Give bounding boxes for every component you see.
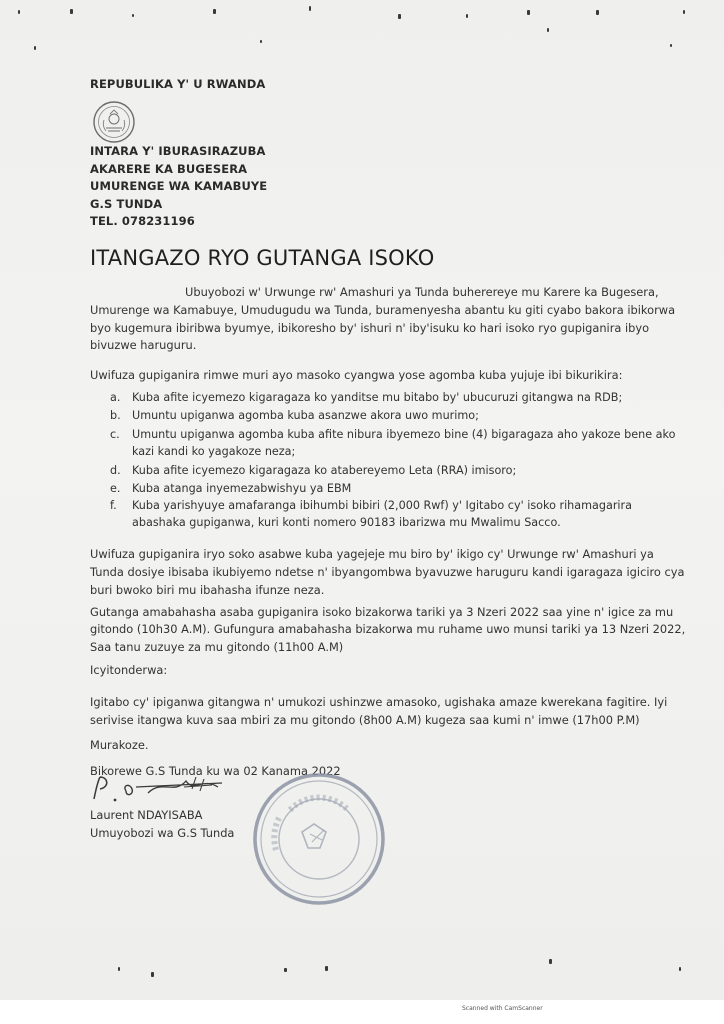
item-marker: e. bbox=[110, 482, 121, 495]
closing-text: Murakoze. bbox=[90, 738, 149, 752]
address-line: INTARA Y' IBURASIRAZUBA bbox=[90, 144, 266, 158]
intro-line: bivuzwe haruguru. bbox=[90, 338, 197, 352]
national-emblem-icon bbox=[92, 100, 136, 144]
scan-speck bbox=[527, 10, 530, 15]
item-marker: c. bbox=[110, 428, 120, 441]
item-marker: f. bbox=[110, 499, 117, 512]
intro-line: Umurenge wa Kamabuye, Umudugudu wa Tunda, buramenyesha abantu ku giti cyabo bakora ibikorwa bbox=[90, 303, 676, 317]
phone-line: TEL. 078231196 bbox=[90, 214, 195, 229]
item-marker: d. bbox=[110, 464, 121, 477]
item-marker: b. bbox=[110, 409, 121, 422]
handwritten-signature bbox=[88, 773, 228, 809]
scan-speck bbox=[679, 967, 681, 971]
item-marker: a. bbox=[110, 391, 121, 404]
item-text: Kuba afite icyemezo kigaragaza ko atabereyemo Leta (RRA) imisoro; bbox=[132, 464, 517, 477]
scan-speck bbox=[466, 14, 468, 18]
item-text: kazi kandi ko yagakoze neza; bbox=[132, 445, 296, 458]
address-line: G.S TUNDA bbox=[90, 196, 163, 211]
scan-speck bbox=[325, 966, 328, 971]
school-stamp bbox=[250, 770, 388, 908]
note-label: Icyitonderwa: bbox=[90, 663, 168, 677]
scan-speck bbox=[34, 46, 36, 50]
deadline-line: Saa tanu zuzuye za mu gitondo (11h00 A.M) bbox=[90, 640, 344, 654]
scan-speck bbox=[547, 28, 549, 32]
scan-speck bbox=[683, 10, 685, 14]
address-line: UMURENGE WA KAMABUYE bbox=[90, 179, 268, 194]
country-heading: REPUBULIKA Y' U RWANDA bbox=[90, 77, 266, 91]
address-line: AKARERE KA BUGESERA bbox=[90, 161, 248, 176]
submission-line: buri bwoko biri mu ibahasha ifunze neza. bbox=[90, 583, 325, 597]
scan-speck bbox=[284, 968, 287, 972]
scan-speck bbox=[132, 14, 134, 17]
submission-line: Uwifuza gupiganira iryo soko asabwe kuba yagejeje mu biro by' ikigo cy' Urwunge rw' Amashuri ya bbox=[90, 547, 654, 561]
requirements-intro: Uwifuza gupiganira rimwe muri ayo masoko cyangwa yose agomba kuba yujuje ibi bikurikira: bbox=[90, 368, 623, 382]
item-text: abashaka gupiganwa, kuri konti nomero 90183 ibarizwa mu Mwalimu Sacco. bbox=[132, 516, 561, 529]
deadline-line: Gutanga amabahasha asaba gupiganira isoko bizakorwa tariki ya 3 Nzeri 2022 saa yine n' igice za mu bbox=[90, 605, 674, 619]
done-at-line: Bikorewe G.S Tunda ku wa 02 Kanama 2022 bbox=[90, 764, 341, 778]
scan-speck bbox=[670, 44, 672, 47]
scan-speck bbox=[596, 10, 599, 15]
scan-speck bbox=[309, 6, 311, 11]
note-line: Igitabo cy' ipiganwa gitangwa n' umukozi ushinzwe amasoko, ugishaka amaze kwerekana fagitire. Iyi bbox=[90, 695, 668, 709]
item-text: Umuntu upiganwa agomba kuba afite nibura ibyemezo bine (4) bigaragaza aho yakoze bene ako bbox=[132, 428, 676, 441]
scan-speck bbox=[151, 972, 154, 977]
scan-speck bbox=[549, 959, 552, 964]
item-text: Umuntu upiganwa agomba kuba asanzwe akora uwo murimo; bbox=[132, 409, 479, 422]
signatory-title: Umuyobozi wa G.S Tunda bbox=[90, 826, 235, 840]
admin-address-block bbox=[90, 143, 267, 231]
scan-speck bbox=[18, 10, 20, 14]
intro-line: byo kugemura ibiribwa byumye, ibikoresho by' ishuri n' iby'isuku ko hari isoko ryo gupiganira ibyo bbox=[90, 321, 650, 335]
scanner-footer: Scanned with CamScanner bbox=[462, 1005, 543, 1012]
deadline-line: gitondo (10h30 A.M). Gufungura amabahasha bizakorwa mu ruhame uwo munsi tariki ya 13 Nzeri 2022, bbox=[90, 622, 686, 636]
item-text: Kuba afite icyemezo kigaragaza ko yanditse mu bitabo by' ubucuruzi gitangwa na RDB; bbox=[132, 391, 623, 404]
scan-speck bbox=[260, 40, 262, 43]
signatory-name: Laurent NDAYISABA bbox=[90, 808, 203, 822]
intro-line: Ubuyobozi w' Urwunge rw' Amashuri ya Tunda buherereye mu Karere ka Bugesera, bbox=[185, 285, 659, 299]
scan-speck bbox=[70, 9, 73, 14]
scan-speck bbox=[213, 9, 216, 14]
scan-speck bbox=[118, 967, 120, 971]
scan-speck bbox=[398, 14, 401, 19]
item-text: Kuba atanga inyemezabwishyu ya EBM bbox=[132, 482, 352, 495]
note-line: serivise itangwa kuva saa mbiri za mu gitondo (8h00 A.M) kugeza saa kumi n' imwe (17h00 P.M) bbox=[90, 713, 640, 727]
document-title: ITANGAZO RYO GUTANGA ISOKO bbox=[90, 246, 435, 270]
submission-line: Tunda dosiye ibisaba ikubiyemo ndetse n' ibyangombwa byavuzwe haruguru kandi igaragaza igiciro cya bbox=[90, 565, 685, 579]
item-text: Kuba yarishyuye amafaranga ibihumbi bibiri (2,000 Rwf) y' Igitabo cy' isoko rihamagarira bbox=[132, 499, 632, 512]
